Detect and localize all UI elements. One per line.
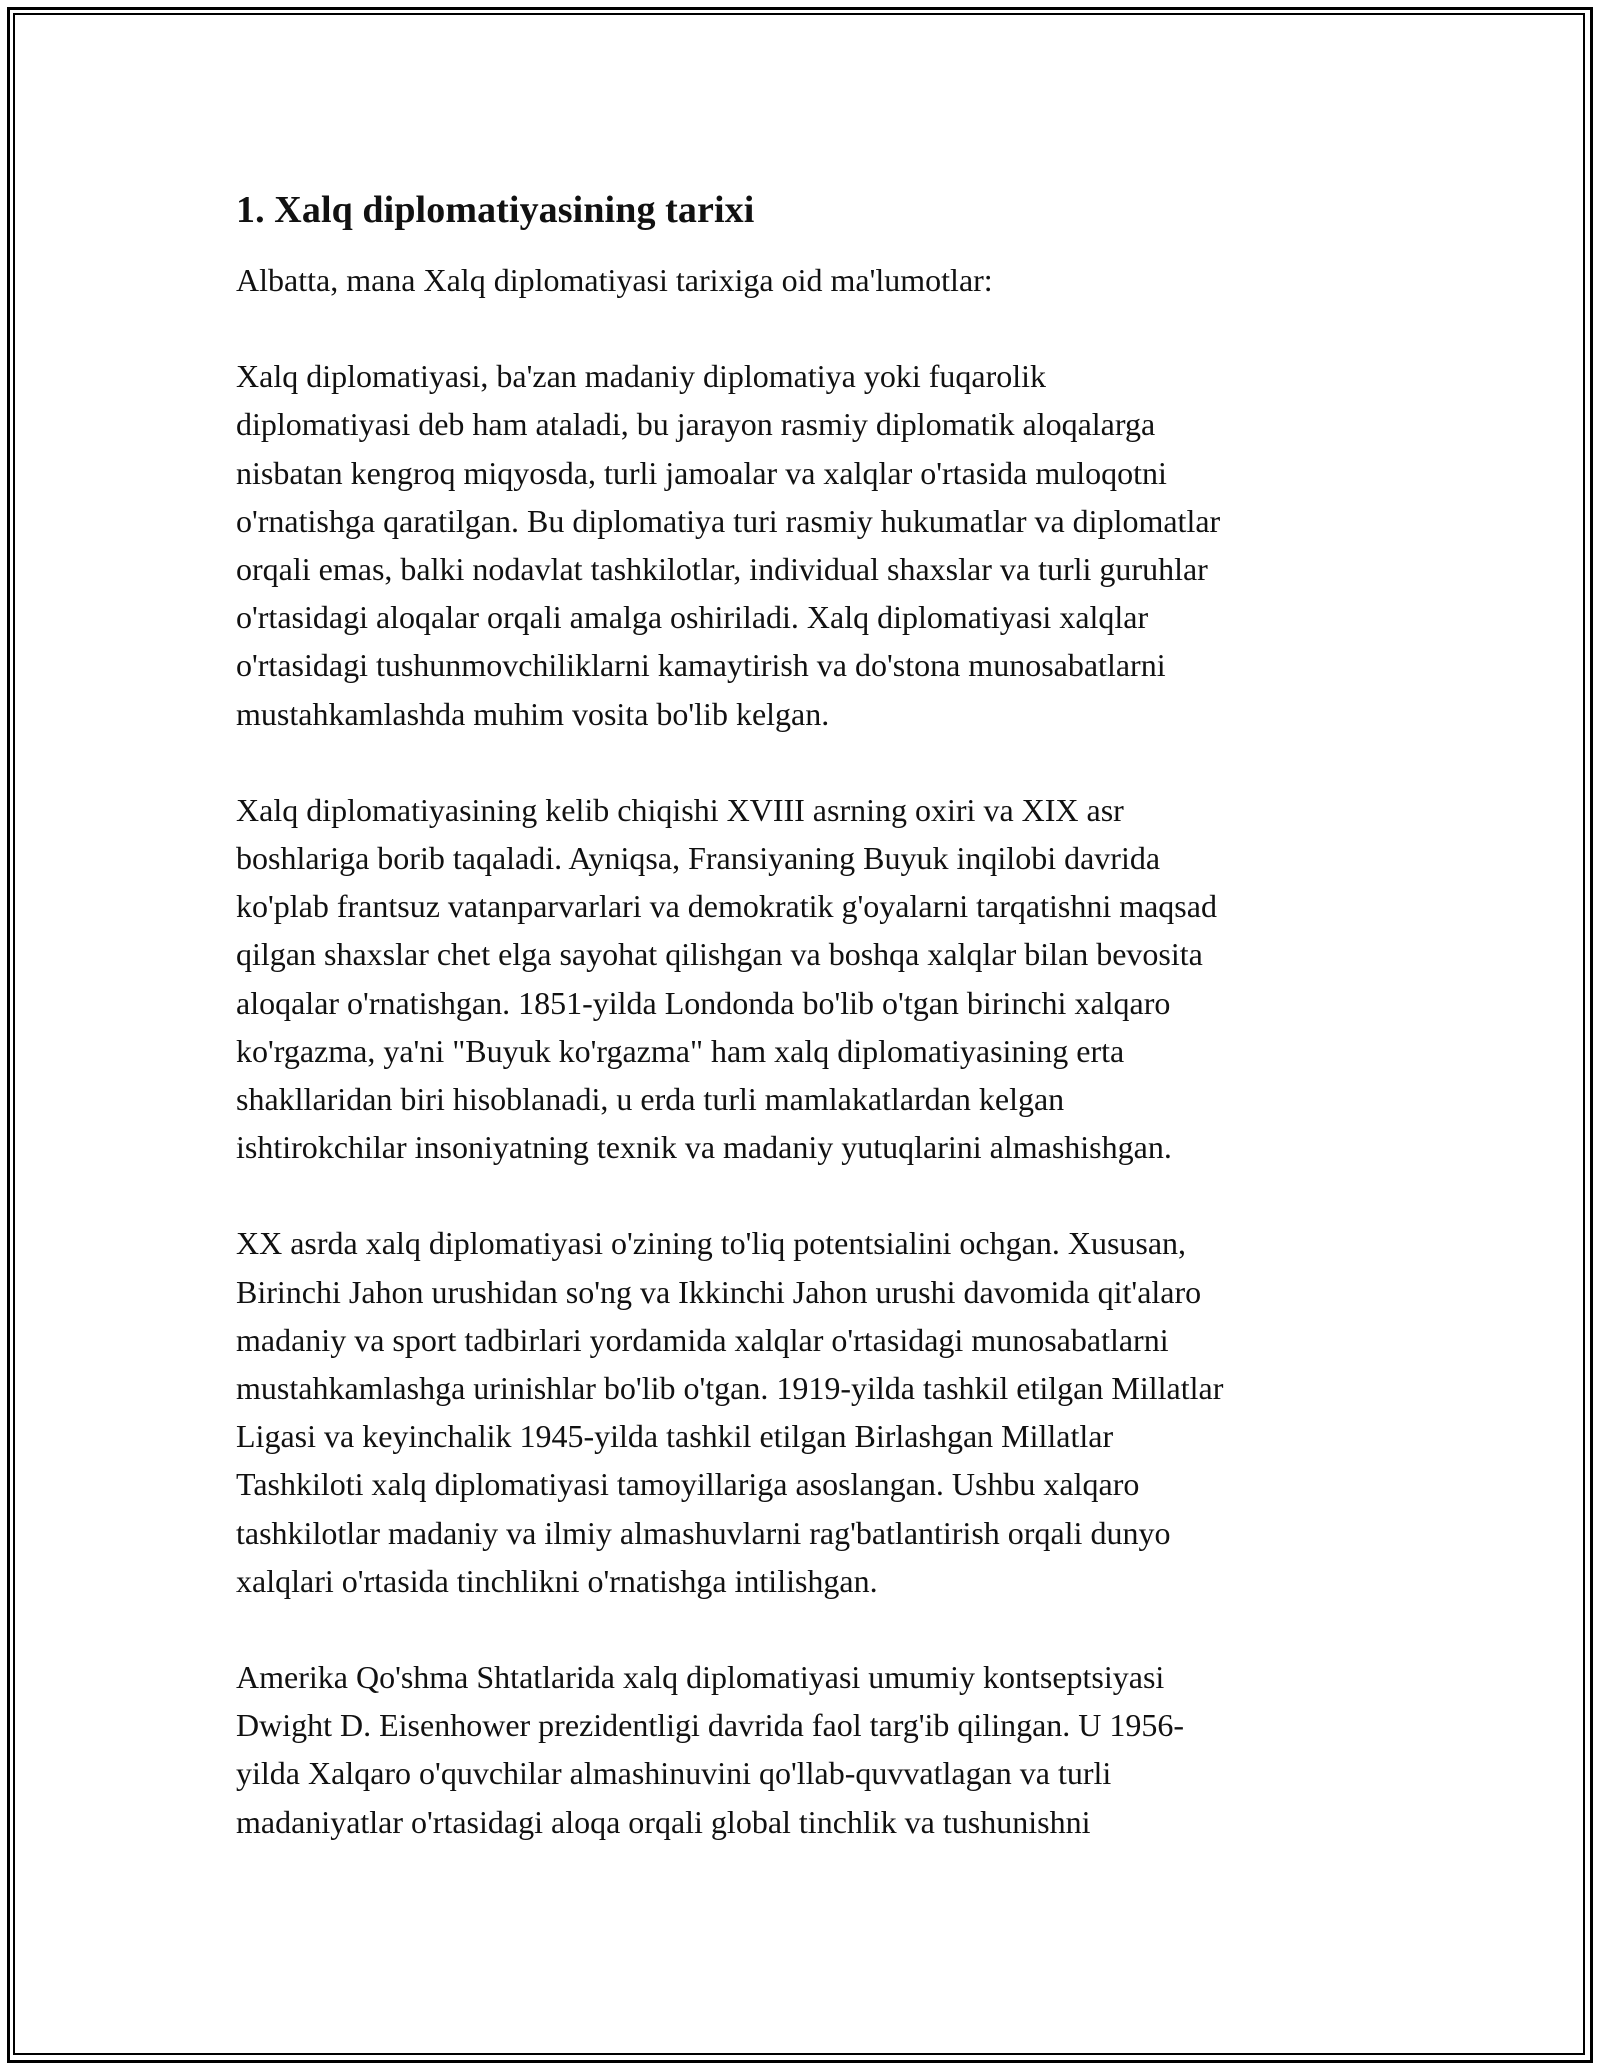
body-paragraph <box>236 1653 1386 1846</box>
text-line: boshlariga borib taqaladi. Ayniqsa, Fransiyaning Buyuk inqilobi davrida <box>236 840 1161 877</box>
text-line: Tashkiloti xalq diplomatiyasi tamoyillariga asoslangan. Ushbu xalqaro <box>236 1466 1140 1503</box>
text-line: qilgan shaxslar chet elga sayohat qilishgan va boshqa xalqlar bilan bevosita <box>236 936 1203 973</box>
body-paragraph <box>236 786 1386 1172</box>
text-line: madaniy va sport tadbirlari yordamida xalqlar o'rtasidagi munosabatlarni <box>236 1321 1169 1358</box>
document-body <box>236 186 1386 1894</box>
text-line: Amerika Qo'shma Shtatlarida xalq diplomatiyasi umumiy kontseptsiyasi <box>236 1659 1165 1696</box>
text-line: ishtirokchilar insoniyatning texnik va madaniy yutuqlarini almashishgan. <box>236 1129 1172 1166</box>
text-line: Birinchi Jahon urushidan so'ng va Ikkinchi Jahon urushi davomida qit'alaro <box>236 1273 1202 1310</box>
paragraph-list <box>236 352 1386 1846</box>
text-line: ko'rgazma, ya'ni "Buyuk ko'rgazma" ham xalq diplomatiyasining erta <box>236 1032 1125 1069</box>
body-paragraph <box>236 1219 1386 1605</box>
text-line: o'rnatishga qaratilgan. Bu diplomatiya turi rasmiy hukumatlar va diplomatlar <box>236 502 1221 539</box>
text-line: xalqlari o'rtasida tinchlikni o'rnatishga intilishgan. <box>236 1562 878 1599</box>
text-line: aloqalar o'rnatishgan. 1851-yilda Londonda bo'lib o'tgan birinchi xalqaro <box>236 984 1171 1021</box>
document-title: 1. Xalq diplomatiyasining tarixi <box>236 189 755 231</box>
text-line: diplomatiyasi deb ham ataladi, bu jarayon rasmiy diplomatik aloqalarga <box>236 406 1156 443</box>
text-line: Ligasi va keyinchalik 1945-yilda tashkil etilgan Birlashgan Millatlar <box>236 1418 1114 1455</box>
text-line: shakllaridan biri hisoblanadi, u erda turli mamlakatlardan kelgan <box>236 1081 1065 1118</box>
text-line: madaniyatlar o'rtasidagi aloqa orqali global tinchlik va tushunishni <box>236 1803 1091 1840</box>
text-line: orqali emas, balki nodavlat tashkilotlar, individual shaxslar va turli guruhlar <box>236 551 1208 588</box>
text-line: o'rtasidagi tushunmovchiliklarni kamaytirish va do'stona munosabatlarni <box>236 647 1166 684</box>
text-line: mustahkamlashga urinishlar bo'lib o'tgan. 1919-yilda tashkil etilgan Millatlar <box>236 1370 1224 1407</box>
intro-paragraph: Albatta, mana Xalq diplomatiyasi tarixiga oid ma'lumotlar: <box>236 262 993 298</box>
text-line: ko'plab frantsuz vatanparvarlari va demokratik g'oyalarni tarqatishni maqsad <box>236 888 1217 925</box>
text-line: yilda Xalqaro o'quvchilar almashinuvini qo'llab-quvvatlagan va turli <box>236 1755 1112 1792</box>
body-paragraph <box>236 352 1386 738</box>
text-line: Dwight D. Eisenhower prezidentligi davrida faol targ'ib qilingan. U 1956- <box>236 1707 1185 1744</box>
text-line: Xalq diplomatiyasining kelib chiqishi XVIII asrning oxiri va XIX asr <box>236 791 1124 828</box>
text-line: Xalq diplomatiyasi, ba'zan madaniy diplomatiya yoki fuqarolik <box>236 358 1047 395</box>
text-line: XX asrda xalq diplomatiyasi o'zining to'liq potentsialini ochgan. Xususan, <box>236 1225 1187 1262</box>
text-line: nisbatan kengroq miqyosda, turli jamoalar va xalqlar o'rtasida muloqotni <box>236 454 1167 491</box>
text-line: mustahkamlashda muhim vosita bo'lib kelgan. <box>236 695 830 732</box>
text-line: tashkilotlar madaniy va ilmiy almashuvlarni rag'batlantirish orqali dunyo <box>236 1514 1171 1551</box>
text-line: o'rtasidagi aloqalar orqali amalga oshiriladi. Xalq diplomatiyasi xalqlar <box>236 599 1149 636</box>
